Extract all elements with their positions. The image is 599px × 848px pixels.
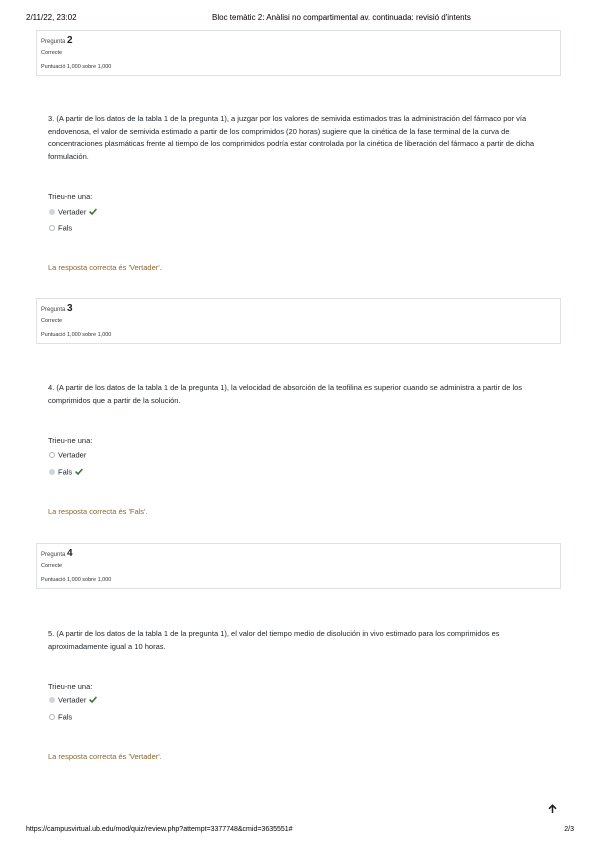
print-title: Bloc temàtic 2: Anàlisi no compartimental av. continuada: revisió d'intents — [212, 13, 471, 22]
option-vertader-5[interactable] — [49, 695, 97, 705]
back-to-top-button[interactable] — [545, 803, 559, 817]
radio-button[interactable] — [49, 469, 55, 475]
print-url: https://campusvirtual.ub.edu/mod/quiz/review.php?attempt=3377748&cmid=3635551# — [26, 826, 293, 833]
radio-button[interactable] — [49, 697, 55, 703]
question-grade: Puntuació 1,000 sobre 1,000 — [41, 64, 112, 70]
answer-prompt-3: Trieu-ne una: — [48, 192, 93, 201]
correct-answer-feedback-3: La resposta correcta és 'Vertader'. — [48, 263, 162, 272]
question-text-5: 5. (A partir de los datos de la tabla 1 de la pregunta 1), el valor del tiempo medio de disolución in vivo estimado para los comprimidos es aproximadamente igual a 10 horas. — [48, 629, 500, 651]
question-number-line — [41, 35, 73, 46]
question-info-4 — [36, 543, 561, 589]
radio-button[interactable] — [49, 209, 55, 215]
question-state: Correcte — [41, 50, 63, 56]
question-grade: Puntuació 1,000 sobre 1,000 — [41, 332, 112, 338]
radio-button[interactable] — [49, 452, 55, 458]
option-vertader-4[interactable] — [49, 450, 86, 460]
option-fals-4[interactable] — [49, 467, 83, 477]
option-vertader-3[interactable] — [49, 207, 97, 217]
check-icon — [89, 696, 97, 705]
question-info-3 — [36, 298, 561, 344]
correct-answer-feedback-4: La resposta correcta és 'Fals'. — [48, 507, 148, 516]
question-number: 3 — [67, 303, 73, 314]
print-date: 2/11/22, 23:02 — [26, 13, 77, 22]
correct-answer-feedback-5: La resposta correcta és 'Vertader'. — [48, 752, 162, 761]
option-fals-3[interactable] — [49, 223, 72, 233]
question-state: Correcte — [41, 563, 63, 569]
option-label: Vertader — [58, 695, 87, 705]
radio-button[interactable] — [49, 714, 55, 720]
question-number-line — [41, 548, 73, 559]
question-label: Pregunta — [41, 39, 66, 45]
question-number: 2 — [67, 35, 73, 46]
option-label: Vertader — [58, 450, 87, 460]
answer-prompt-4: Trieu-ne una: — [48, 436, 93, 445]
question-number-line — [41, 303, 73, 314]
arrow-up-icon — [548, 801, 557, 819]
check-icon — [89, 208, 97, 217]
print-page-number: 2/3 — [564, 826, 574, 833]
question-state: Correcte — [41, 318, 63, 324]
answer-prompt-5: Trieu-ne una: — [48, 682, 93, 691]
question-grade: Puntuació 1,000 sobre 1,000 — [41, 577, 112, 583]
question-text-3: 3. (A partir de los datos de la tabla 1 de la pregunta 1), a juzgar por los valores de semivida estimados tras la administración del fármaco por vía endovenosa, el valor de semivida estimado a partir de los comprimidos (20 horas) sugiere que la cinética de la fase terminal de la curva de concentraciones plasmáticas frente al tiempo de los comprimidos podría estar controlada por la cinética de liberación del fármaco a partir de dicha formulación. — [48, 114, 535, 161]
print-header — [26, 13, 574, 25]
option-label: Fals — [58, 467, 73, 477]
question-info-2 — [36, 30, 561, 76]
option-label: Fals — [58, 223, 73, 233]
option-fals-5[interactable] — [49, 712, 72, 722]
question-label: Pregunta — [41, 552, 66, 558]
option-label: Fals — [58, 712, 73, 722]
question-text-4: 4. (A partir de los datos de la tabla 1 de la pregunta 1), la velocidad de absorción de la teofilina es superior cuando se administra a partir de los comprimidos que a partir de la solución. — [48, 383, 523, 405]
option-label: Vertader — [58, 207, 87, 217]
check-icon — [75, 468, 83, 477]
question-number: 4 — [67, 548, 73, 559]
print-footer — [26, 826, 574, 838]
question-label: Pregunta — [41, 307, 66, 313]
radio-button[interactable] — [49, 225, 55, 231]
